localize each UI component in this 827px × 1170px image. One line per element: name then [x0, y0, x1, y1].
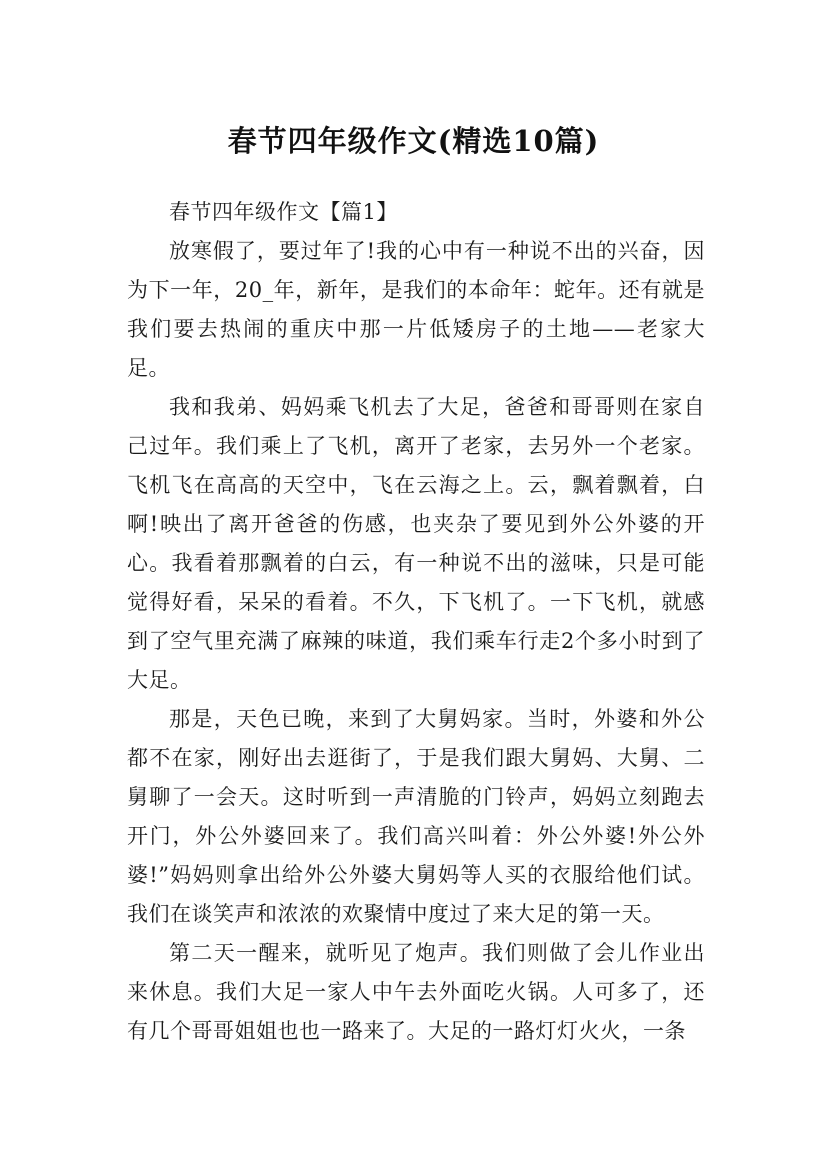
- document-body: [127, 193, 705, 1051]
- paragraph-3: 那是，天色已晚，来到了大舅妈家。当时，外婆和外公都不在家，刚好出去逛街了，于是我们跟大舅妈、大舅、二舅聊了一会天。这时听到一声清脆的门铃声，妈妈立刻跑去开门，外公外婆回来了。我们高兴叫着：外公外婆!外公外婆!”妈妈则拿出给外公外婆大舅妈等人买的衣服给他们试。我们在谈笑声和浓浓的欢聚情中度过了来大足的第一天。: [127, 707, 705, 926]
- document-title: 春节四年级作文(精选10篇): [227, 124, 600, 159]
- paragraph-1: 放寒假了，要过年了!我的心中有一种说不出的兴奋，因为下一年，20_年，新年，是我们的本命年：蛇年。还有就是我们要去热闹的重庆中那一片低矮房子的土地——老家大足。: [127, 239, 705, 380]
- paragraph-2: 我和我弟、妈妈乘飞机去了大足，爸爸和哥哥则在家自己过年。我们乘上了飞机，离开了老家，去另外一个老家。飞机飞在高高的天空中，飞在云海之上。云，飘着飘着，白啊!映出了离开爸爸的伤感，也夹杂了要见到外公外婆的开心。我看着那飘着的白云，有一种说不出的滋味，只是可能觉得好看，呆呆的看着。不久，下飞机了。一下飞机，就感到了空气里充满了麻辣的味道，我们乘车行走2个多小时到了大足。: [127, 395, 705, 692]
- section-heading: 春节四年级作文【篇1】: [169, 200, 398, 224]
- paragraph-4: 第二天一醒来，就听见了炮声。我们则做了会儿作业出来休息。我们大足一家人中午去外面吃火锅。人可多了，还有几个哥哥姐姐也也一路来了。大足的一路灯灯火火，一条: [127, 941, 705, 1043]
